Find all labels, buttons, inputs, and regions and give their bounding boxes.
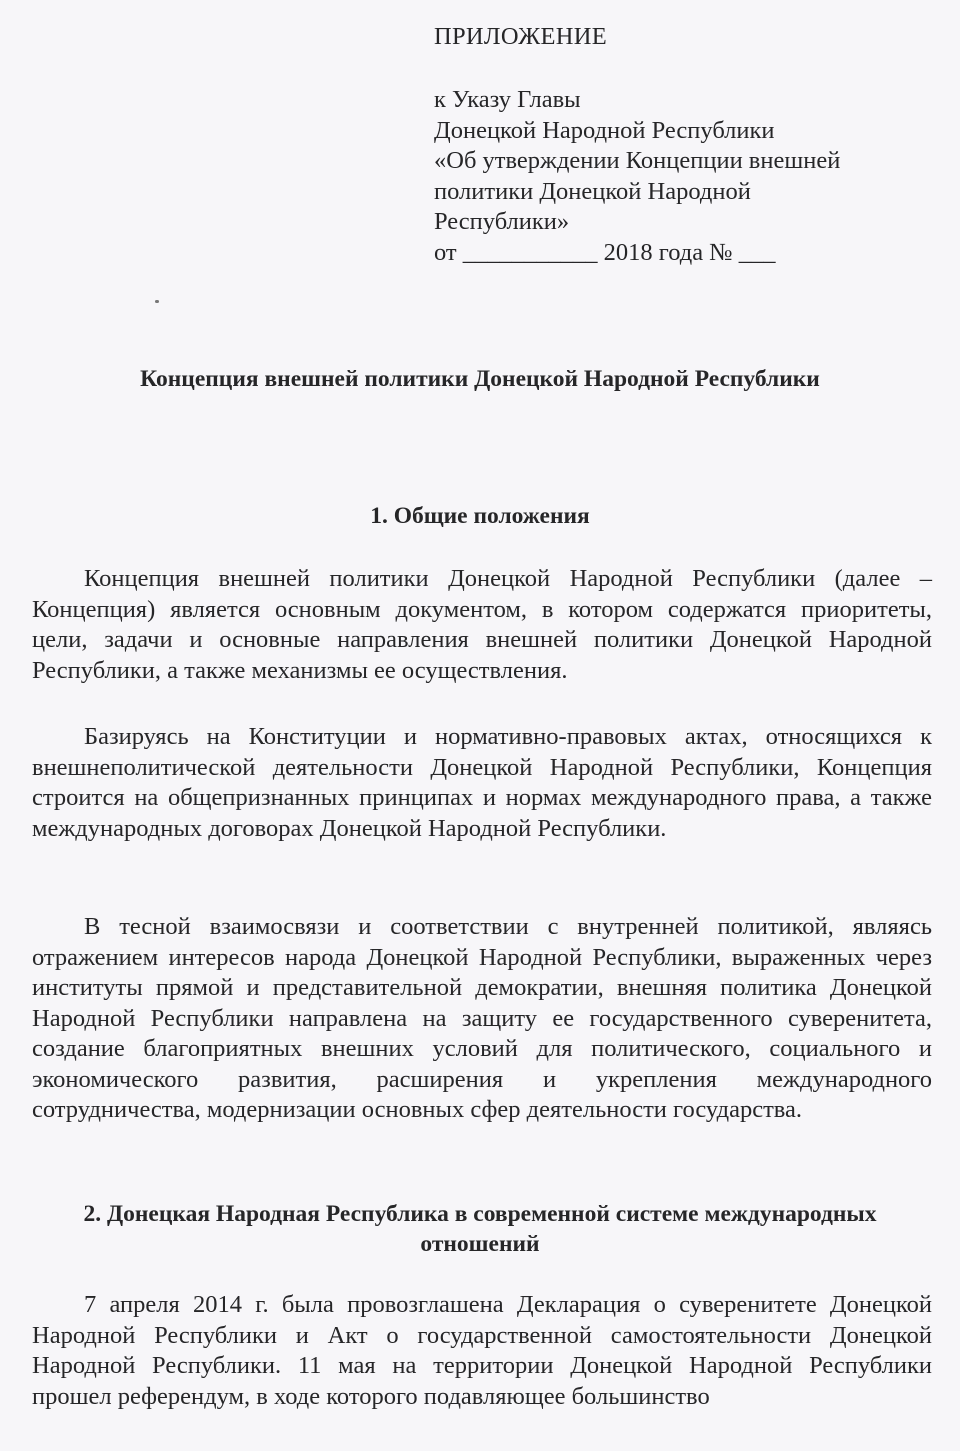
section-1-paragraph-2: Базируясь на Конституции и нормативно-правовых актах, относящихся к внешнеполитической деятельности Донецкой Народной Республики, Концепция строится на общепризнанных принципах и нормах международного права, а также международных договорах Донецкой Народной Республики. — [32, 723, 932, 842]
appendix-line: к Указу Главы — [434, 86, 581, 113]
appendix-line: политики Донецкой Народной — [434, 177, 751, 205]
scan-speck — [155, 300, 159, 303]
appendix-details — [434, 85, 840, 268]
appendix-line: Донецкой Народной Республики — [434, 116, 775, 144]
appendix-line: Республики» — [434, 208, 570, 235]
appendix-title: ПРИЛОЖЕНИЕ — [434, 23, 607, 50]
section-1-paragraph-3: В тесной взаимосвязи и соответствии с внутренней политикой, являясь отражением интересов народа Донецкой Народной Республики, выраженных через институты прямой и представительной демократии, внешняя политика Донецкой Народной Республики направлена на защиту ее государственного суверенитета, создание благоприятных внешних условий для политического, социального и экономического развития, расширения и укрепления международного сотрудничества, модернизации основных сфер деятельности государства. — [32, 913, 932, 1123]
section-1-paragraph-1: Концепция внешней политики Донецкой Народной Республики (далее – Концепция) является основным документом, в котором содержатся приоритеты, цели, задачи и основные направления внешней политики Донецкой Народной Республики, а также механизмы ее осуществления. — [32, 565, 932, 684]
appendix-date-line: от ___________ 2018 года № ___ — [434, 238, 776, 266]
section-1-heading: 1. Общие положения — [370, 503, 590, 529]
appendix-line: «Об утверждении Концепции внешней — [434, 147, 841, 174]
section-2-paragraph-1: 7 апреля 2014 г. была провозглашена Декларация о суверенитете Донецкой Народной Республики и Акт о государственной самостоятельности Донецкой Народной Республики. 11 мая на территории Донецкой Народной Республики прошел референдум, в ходе которого подавляющее большинство — [32, 1291, 932, 1410]
section-2-heading: 2. Донецкая Народная Республика в современной системе международных отношений — [83, 1201, 877, 1257]
document-title: Концепция внешней политики Донецкой Народной Республики — [140, 366, 820, 392]
